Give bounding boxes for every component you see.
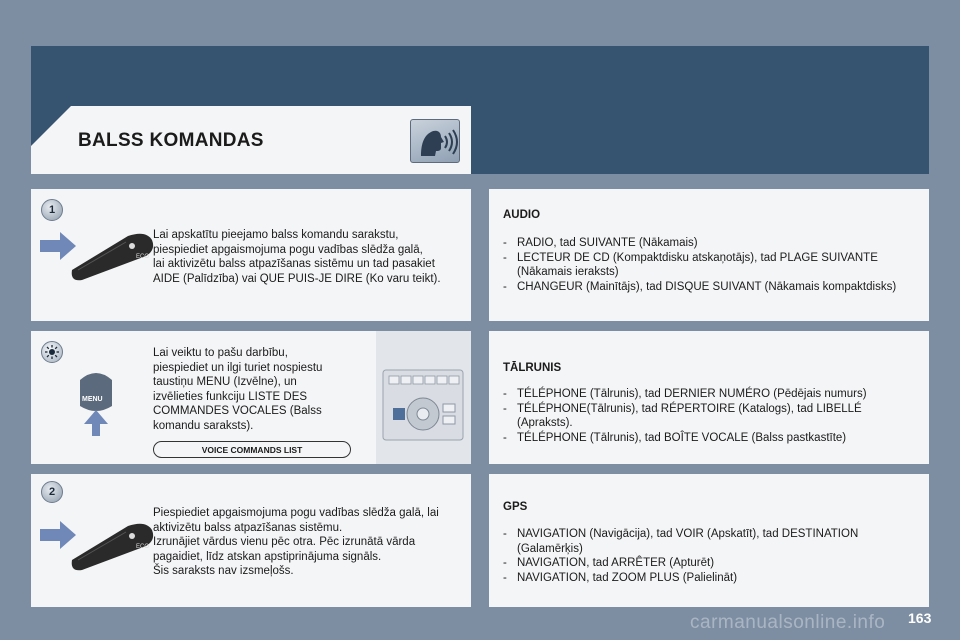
watermark: carmanualsonline.info [690,612,886,633]
phone-command-list [503,387,913,445]
list-item: - TÉLÉPHONE(Tālrunis), tad RÉPERTOIRE (Katalogs), tad LIBELLÉ (Apraksts). [503,402,913,431]
section-heading-audio: AUDIO [503,209,541,221]
list-item: - TÉLÉPHONE (Tālrunis), tad DERNIER NUMÉRO (Pēdējais numurs) [503,387,913,402]
step-2-text: Piespiediet apgaismojuma pogu vadības slēdža galā, lai aktivizētu balss atpazīšanas sistēmu. Izrunājiet vārdus vienu pēc otra. Pēc izrunātā vārda pagaidiet, līdz atskan apstiprinājuma signāls. Šis saraksts nav izsmeļošs. [153,507,439,577]
section-heading-gps: GPS [503,501,528,513]
sun-icon [41,341,63,363]
section-heading-phone: TĀLRUNIS [503,362,562,374]
radio-console-icon [383,370,463,440]
audio-command-list [503,236,913,294]
gps-command-list [503,527,913,585]
stalk-eco-label: ECO [136,544,150,550]
menu-key-icon [76,366,116,438]
step-2-badge: 2 [41,481,63,503]
lighting-stalk-icon [68,520,158,572]
stalk-eco-label: ECO [136,254,150,260]
lighting-stalk-icon [68,230,158,282]
list-item: - CHANGEUR (Mainītājs), tad DISQUE SUIVANT (Nākamais kompaktdisks) [503,280,913,295]
voice-command-icon [410,119,460,163]
list-item: - RADIO, tad SUIVANTE (Nākamais) [503,236,913,251]
voice-commands-list-button[interactable]: VOICE COMMANDS LIST [153,441,351,458]
step-1-text: Lai apskatītu pieejamo balss komandu sarakstu, piespiediet apgaismojuma pogu vadības slēdža galā, lai aktivizētu balss atpazīšanas sistēmu un tad pasakiet AIDE (Palīdzība) vai QUE PUIS-JE DIRE (Ko varu teikt). [153,229,441,285]
list-item: - LECTEUR DE CD (Kompaktdisku atskaņotājs), tad PLAGE SUIVANTE (Nākamais ieraksts) [503,251,913,280]
page-title: BALSS KOMANDAS [78,130,264,151]
list-item: - TÉLÉPHONE (Tālrunis), tad BOÎTE VOCALE (Balss pastkastīte) [503,431,913,446]
list-item: - NAVIGATION (Navigācija), tad VOIR (Apskatīt), tad DESTINATION (Galamērķis) [503,527,913,556]
menu-key-label: MENU [82,396,103,403]
list-item: - NAVIGATION, tad ZOOM PLUS (Palielināt) [503,571,913,586]
list-item: - NAVIGATION, tad ARRÊTER (Apturēt) [503,556,913,571]
page-number: 163 [908,610,932,626]
step-menu-text: Lai veiktu to pašu darbību, piespiediet un ilgi turiet nospiestu taustiņu MENU (Izvēlne), un izvēlieties funkciju LISTE DES COMMANDES VOCALES (Balss komandu saraksts). [153,347,323,432]
step-1-badge: 1 [41,199,63,221]
